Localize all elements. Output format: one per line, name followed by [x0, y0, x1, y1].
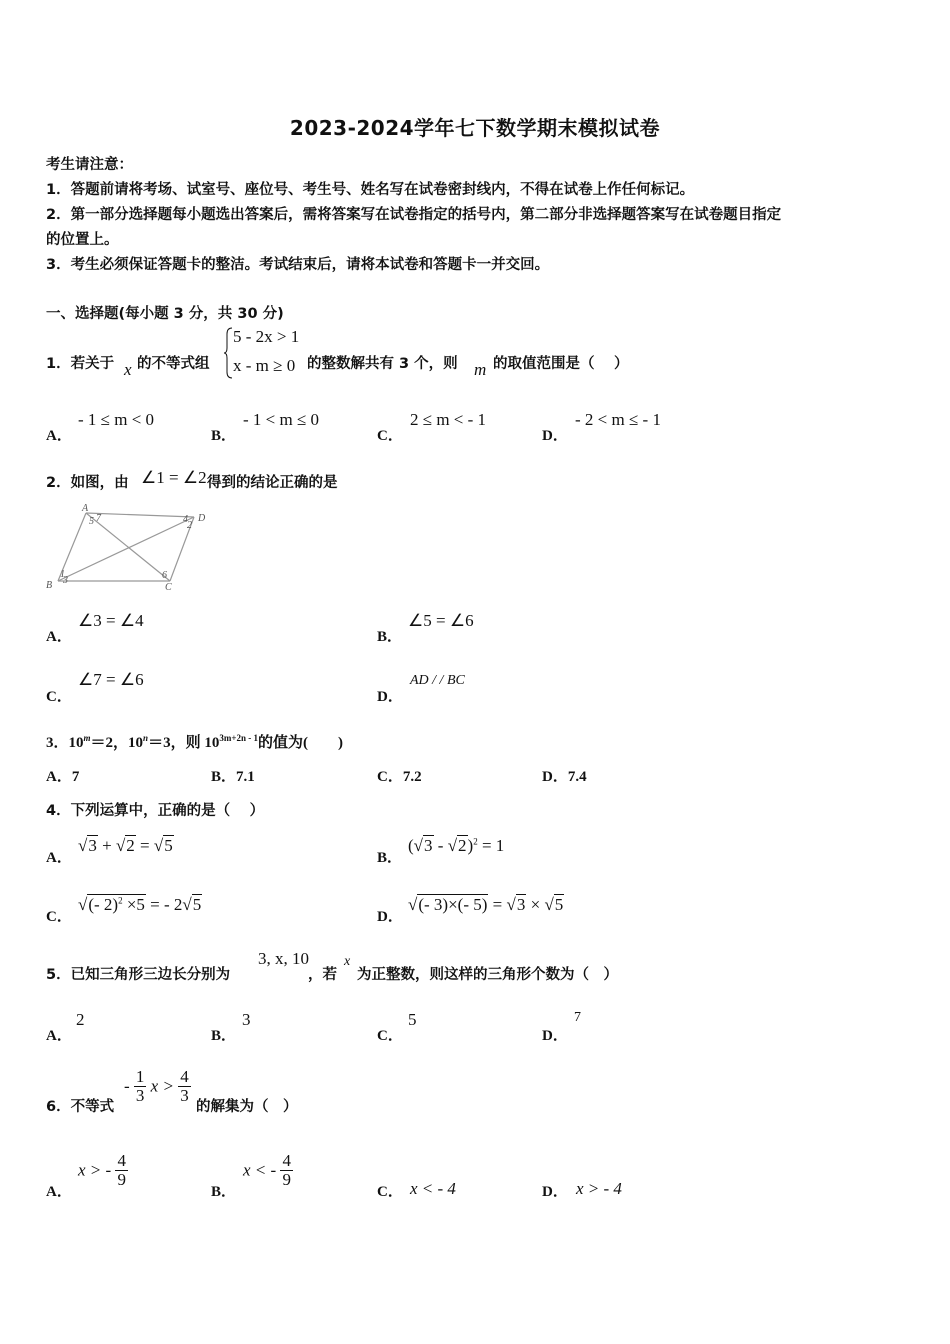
q6-b-frac	[280, 1152, 293, 1189]
q3-option-d-text[interactable]: 7.4	[567, 769, 587, 785]
q4-a-plus: +	[97, 836, 116, 855]
q5-option-d-letter[interactable]: D．	[542, 1028, 568, 1044]
q4-a-rad1: 3	[88, 836, 97, 855]
q3-option-c-text[interactable]: 7.2	[402, 769, 422, 785]
q1-option-b[interactable]: - 1 < m ≤ 0	[243, 410, 320, 429]
q6-option-c-letter[interactable]: C．	[377, 1184, 403, 1200]
q6-option-b-letter[interactable]: B．	[211, 1184, 237, 1200]
q6-a-frac	[115, 1152, 128, 1189]
q3-option-c-letter[interactable]: C．	[377, 769, 403, 785]
q4-a-eq: =	[135, 836, 154, 855]
q5-prefix: 5．已知三角形三边长分别为	[46, 967, 231, 983]
q5-option-d[interactable]: 7	[574, 1010, 581, 1025]
q4-option-a-letter[interactable]: A．	[46, 850, 72, 866]
q1-option-c[interactable]: 2 ≤ m < - 1	[410, 410, 487, 429]
q6-a-den: 9	[117, 1170, 126, 1189]
q6-suffix: 的解集为（ ）	[196, 1099, 298, 1115]
q4-option-b[interactable]: (√3 - √2)$^2$ = 1	[408, 836, 505, 855]
q3-text-a: 3．10	[46, 735, 84, 751]
q2-label-6: 6	[162, 570, 167, 581]
q1-system-line2: x - m ≥ 0	[233, 356, 296, 375]
notice-item-2-cont: 的位置上。	[46, 232, 119, 248]
q6-b-lhs: x < -	[243, 1160, 277, 1180]
q6-b-num: 4	[282, 1151, 291, 1170]
q3-stem	[46, 731, 343, 752]
q1-option-a[interactable]: - 1 ≤ m < 0	[78, 410, 155, 429]
q4-a-rad2: 2	[126, 836, 135, 855]
q3-option-b[interactable]	[211, 765, 255, 786]
q6-option-a-letter[interactable]: A．	[46, 1184, 72, 1200]
q6-option-c[interactable]: x < - 4	[410, 1179, 456, 1198]
q3-option-d-letter[interactable]: D．	[542, 769, 568, 785]
q6-frac2	[178, 1068, 191, 1105]
q5-option-a[interactable]: 2	[76, 1010, 85, 1029]
q4-c-rad: (- 2)	[88, 895, 119, 914]
q4-d-rad2: 5	[554, 895, 564, 914]
q3-text-c: ＝3，则 10	[148, 735, 220, 751]
q4-c-rad2: ×5	[122, 895, 145, 914]
section-heading: 一、选择题(每小题 3 分，共 30 分)	[46, 306, 284, 322]
q6-option-b[interactable]	[243, 1152, 293, 1189]
q4-option-d-letter[interactable]: D．	[377, 909, 403, 925]
q4-b-rad1: 3	[424, 836, 433, 855]
q3-option-a-text[interactable]: 7	[71, 769, 80, 785]
q4-b-minus: -	[433, 836, 448, 855]
q2-label-5: 5	[89, 516, 94, 527]
q4-option-c-letter[interactable]: C．	[46, 909, 72, 925]
q2-label-3: 3	[63, 575, 68, 586]
q6-option-a[interactable]	[78, 1152, 128, 1189]
q1-suffix: 的整数解共有 3 个，则	[307, 356, 458, 372]
notice-item-2: 2．第一部分选择题每小题选出答案后，需将答案写在试卷指定的括号内，第二部分非选择题答案写在试卷题目指定	[46, 207, 782, 223]
q2-line-ad	[86, 513, 194, 517]
q3-sup-n: n	[143, 733, 149, 743]
q6-frac1-num: 1	[135, 1067, 145, 1086]
q1-end: 的取值范围是（ ）	[493, 356, 629, 372]
q1-var-x: x	[124, 360, 132, 379]
q3-option-b-text[interactable]: 7.1	[236, 769, 255, 785]
q2-option-a[interactable]: ∠3 = ∠4	[78, 611, 144, 630]
q6-option-d[interactable]: x > - 4	[576, 1179, 622, 1198]
q1-option-a-letter[interactable]: A．	[46, 428, 72, 444]
q6-frac1	[134, 1068, 147, 1105]
q5-sides: 3, x, 10	[258, 949, 309, 968]
q2-label-a: A	[82, 503, 89, 514]
q1-middle: 的不等式组	[137, 356, 210, 372]
q3-option-a[interactable]	[46, 765, 79, 786]
q3-text-b: ＝2，10	[90, 735, 144, 751]
q2-label-2: 2	[187, 520, 192, 531]
q1-prefix: 1．若关于	[46, 356, 115, 372]
q4-d-eq: =	[488, 895, 507, 914]
q1-option-d-letter[interactable]: D．	[542, 428, 568, 444]
q6-b-den: 9	[282, 1170, 291, 1189]
q2-label-1: 1	[60, 569, 65, 580]
q5-suffix: 为正整数，则这样的三角形个数为（ ）	[357, 967, 618, 983]
q4-option-c[interactable]: √(- 2)$^2$ ×5 = - 2√5	[78, 895, 202, 914]
q2-label-4: 4	[183, 514, 188, 525]
q2-option-d-letter[interactable]: D．	[377, 689, 403, 705]
q2-option-d[interactable]: AD / / BC	[410, 673, 465, 688]
q6-prefix: 6．不等式	[46, 1099, 115, 1115]
q4-c-rad3: 5	[192, 895, 202, 914]
q4-b-sup: 2	[473, 836, 478, 847]
q5-option-c[interactable]: 5	[408, 1010, 417, 1029]
q2-prefix: 2．如图，由	[46, 475, 129, 491]
q6-frac2-den: 3	[180, 1086, 189, 1105]
q6-x-gt: x >	[150, 1076, 174, 1096]
q6-option-d-letter[interactable]: D．	[542, 1184, 568, 1200]
q6-neg: -	[124, 1076, 130, 1096]
q4-c-sup: 2	[118, 895, 123, 906]
q4-option-a[interactable]: √3 + √2 = √5	[78, 836, 173, 855]
q2-condition: ∠1 = ∠2	[141, 468, 207, 487]
q1-option-c-letter[interactable]: C．	[377, 428, 403, 444]
q5-option-b[interactable]: 3	[242, 1010, 251, 1029]
q2-label-7: 7	[96, 513, 101, 524]
q4-b-open: (	[408, 836, 414, 855]
q4-option-d[interactable]: √(- 3)×(- 5) = √3 × √5	[408, 895, 564, 914]
q2-suffix: 得到的结论正确的是	[207, 475, 338, 491]
q2-option-b-letter[interactable]: B．	[377, 629, 403, 645]
q4-d-times: ×	[526, 895, 545, 914]
notice-heading: 考生请注意：	[46, 157, 133, 173]
q3-text-d: 的值为( )	[257, 735, 343, 751]
q3-sup-m: m	[83, 733, 91, 743]
q6-a-num: 4	[117, 1151, 126, 1170]
q5-option-a-letter[interactable]: A．	[46, 1028, 72, 1044]
q2-option-b[interactable]: ∠5 = ∠6	[408, 611, 474, 630]
q2-option-c-letter[interactable]: C．	[46, 689, 72, 705]
q5-mid: ，若	[308, 967, 337, 983]
q6-a-lhs: x > -	[78, 1160, 112, 1180]
q5-var-x: x	[344, 954, 351, 969]
q4-a-rad3: 5	[164, 836, 173, 855]
q2-figure	[44, 502, 214, 594]
q1-option-b-letter[interactable]: B．	[211, 428, 237, 444]
q2-option-c[interactable]: ∠7 = ∠6	[78, 670, 144, 689]
q3-option-c[interactable]	[377, 765, 422, 786]
q2-label-d: D	[198, 513, 206, 524]
q1-system-line1: 5 - 2x > 1	[233, 327, 300, 346]
q3-option-a-letter[interactable]: A．	[46, 769, 72, 785]
q1-option-d[interactable]: - 2 < m ≤ - 1	[575, 410, 661, 429]
q4-stem: 4．下列运算中，正确的是（ ）	[46, 803, 265, 819]
page-title: 2023-2024学年七下数学期末模拟试卷	[289, 116, 661, 140]
q1-var-m: m	[474, 360, 487, 379]
q3-option-d[interactable]	[542, 765, 587, 786]
q6-frac2-num: 4	[180, 1067, 189, 1086]
q2-label-c: C	[165, 582, 172, 593]
q2-label-b: B	[46, 580, 53, 591]
notice-item-3: 3．考生必须保证答题卡的整洁。考试结束后，请将本试卷和答题卡一并交回。	[46, 257, 550, 273]
q4-option-b-letter[interactable]: B．	[377, 850, 403, 866]
q2-option-a-letter[interactable]: A．	[46, 629, 72, 645]
q3-option-b-letter[interactable]: B．	[211, 769, 237, 785]
notice-item-1: 1．答题前请将考场、试室号、座位号、考生号、姓名写在试卷密封线内，不得在试卷上作任何标记。	[46, 182, 695, 198]
q3-sup-exp: 3m+2n - 1	[219, 733, 258, 743]
q4-b-eq: = 1	[477, 836, 505, 855]
q5-option-b-letter[interactable]: B．	[211, 1028, 237, 1044]
q6-frac1-den: 3	[135, 1086, 145, 1105]
q4-c-eq: = - 2	[145, 895, 183, 914]
q6-expression	[124, 1068, 191, 1105]
q4-d-rad: (- 3)×(- 5)	[418, 895, 488, 914]
q4-b-close: )	[467, 836, 474, 855]
q4-d-rad1: 3	[516, 895, 526, 914]
q4-b-rad2: 2	[458, 836, 467, 855]
q5-option-c-letter[interactable]: C．	[377, 1028, 403, 1044]
